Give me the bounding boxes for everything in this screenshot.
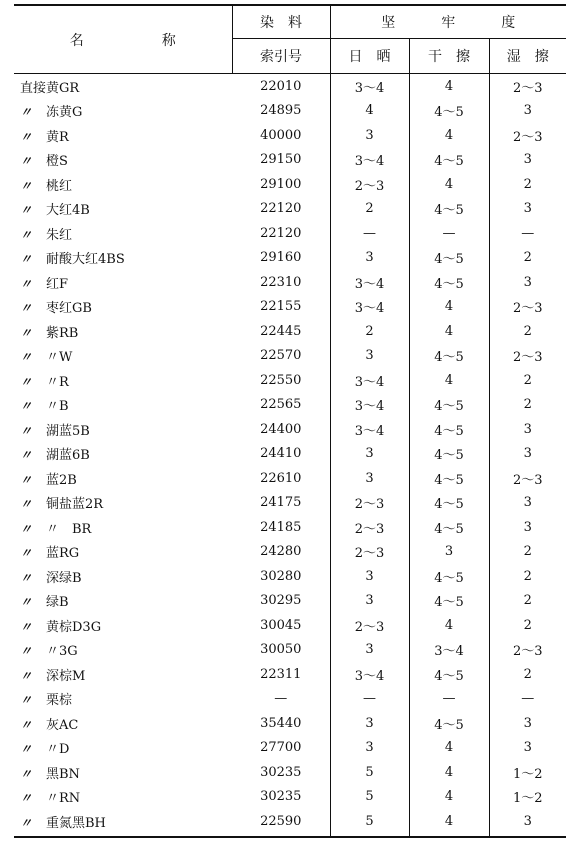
table-row: [14, 515, 566, 540]
wet-rub-cell: 3: [523, 813, 532, 829]
name-column-header: [14, 5, 232, 74]
dry-rub-cell: 4～5: [409, 197, 489, 222]
dry-rub-cell: 4～5: [409, 148, 489, 173]
dye-name: 〃3G: [46, 644, 78, 660]
ditto-mark: 〃: [20, 374, 33, 389]
index-cell: 22445: [232, 319, 330, 344]
index-cell: 22565: [232, 393, 330, 418]
sun-fastness-cell: 2～3: [330, 172, 409, 197]
dye-name: 〃D: [46, 742, 70, 758]
table-row: [14, 99, 566, 124]
dye-name-cell: [14, 711, 232, 736]
table-row: [14, 785, 566, 810]
sun-column-header: 日 晒: [330, 39, 409, 74]
dye-name-cell: [14, 344, 232, 369]
dye-name-cell: [14, 760, 232, 785]
sun-fastness-cell: —: [330, 221, 409, 246]
dye-name-cell: [14, 172, 232, 197]
dry-rub-cell: 4: [409, 736, 489, 761]
sun-fastness-cell: 5: [330, 760, 409, 785]
dye-fastness-table: [14, 4, 566, 836]
ditto-mark: 〃: [20, 448, 33, 463]
dry-rub-cell: 4～5: [409, 589, 489, 614]
wet-rub-cell: —: [521, 225, 535, 241]
sun-fastness-cell: 5: [330, 809, 409, 836]
dry-rub-cell: 4～5: [409, 515, 489, 540]
ditto-mark: 〃: [20, 472, 33, 487]
ditto-mark: 〃: [20, 742, 33, 757]
ditto-mark: 〃: [20, 301, 33, 316]
dye-name-cell: [14, 687, 232, 712]
index-cell: 22550: [232, 368, 330, 393]
index-cell: 30295: [232, 589, 330, 614]
table-row: [14, 687, 566, 712]
index-cell: 24895: [232, 99, 330, 124]
ditto-mark: 〃: [20, 497, 33, 512]
dye-name: 深绿B: [46, 570, 82, 586]
ditto-mark: 〃: [20, 570, 33, 585]
dye-name-cell: [14, 515, 232, 540]
dye-name: 耐酸大红4BS: [46, 252, 125, 268]
sun-fastness-cell: 3: [330, 589, 409, 614]
sun-fastness-cell: 3: [330, 564, 409, 589]
dye-name-cell: [14, 295, 232, 320]
dry-rub-cell: 4: [409, 295, 489, 320]
dye-name: 〃 BR: [46, 521, 92, 537]
table-row: [14, 270, 566, 295]
dye-name-cell: [14, 809, 232, 836]
dye-name-cell: [14, 466, 232, 491]
wet-rub-cell: 2～3: [512, 644, 543, 660]
sun-fastness-cell: 3: [330, 442, 409, 467]
name-header-right: 称: [161, 32, 176, 49]
dye-name-cell: [14, 662, 232, 687]
table-header: [14, 5, 566, 74]
dry-rub-column-header: 干 擦: [409, 39, 489, 74]
wet-rub-cell: —: [521, 691, 535, 707]
ditto-mark: 〃: [20, 325, 33, 340]
index-cell: 22610: [232, 466, 330, 491]
index-cell: 22590: [232, 809, 330, 836]
ditto-mark: 〃: [20, 105, 33, 120]
sun-fastness-cell: 2～3: [330, 540, 409, 565]
sun-fastness-cell: 3～4: [330, 417, 409, 442]
dry-rub-cell: 4: [409, 760, 489, 785]
sun-fastness-cell: 2～3: [330, 491, 409, 516]
index-cell: —: [232, 687, 330, 712]
dry-rub-cell: 4～5: [409, 344, 489, 369]
dye-name: 桃红: [46, 178, 73, 194]
table-row: [14, 123, 566, 148]
sun-fastness-cell: 3～4: [330, 270, 409, 295]
wet-rub-cell: 2: [523, 593, 532, 609]
dye-name: 黄R: [46, 129, 69, 145]
wet-rub-cell: 2: [523, 568, 532, 584]
index-cell: 24410: [232, 442, 330, 467]
index-cell: 30045: [232, 613, 330, 638]
sun-fastness-cell: 3～4: [330, 295, 409, 320]
index-cell: 22155: [232, 295, 330, 320]
dry-rub-cell: 4～5: [409, 99, 489, 124]
sun-fastness-cell: 2: [330, 319, 409, 344]
table-row: [14, 442, 566, 467]
dye-name: 蓝RG: [46, 546, 80, 562]
dry-rub-cell: 4～5: [409, 564, 489, 589]
dye-name: 深棕M: [46, 668, 86, 684]
table-row: [14, 564, 566, 589]
wet-rub-cell: 2: [523, 666, 532, 682]
dry-rub-cell: —: [409, 687, 489, 712]
wet-rub-cell: 1～2: [512, 791, 543, 807]
dry-rub-cell: —: [409, 221, 489, 246]
ditto-mark: 〃: [20, 350, 33, 365]
table-row: [14, 809, 566, 836]
dry-rub-cell: 4～5: [409, 442, 489, 467]
table-row: [14, 368, 566, 393]
wet-rub-cell: 3: [523, 421, 532, 437]
table-row: [14, 74, 566, 99]
bottom-rule: [14, 836, 566, 838]
wet-rub-cell: 2～3: [512, 301, 543, 317]
dye-name: 〃W: [46, 350, 73, 366]
dye-name: 紫RB: [46, 325, 79, 341]
wet-rub-cell: 2～3: [512, 472, 543, 488]
wet-rub-cell: 3: [523, 103, 532, 119]
dry-rub-cell: 4: [409, 613, 489, 638]
wet-rub-cell: 1～2: [512, 766, 543, 782]
table-row: [14, 466, 566, 491]
sun-fastness-cell: 5: [330, 785, 409, 810]
table-row: [14, 172, 566, 197]
dye-name: 冻黄G: [46, 105, 83, 121]
index-cell: 22120: [232, 197, 330, 222]
dye-name: 黄棕D3G: [46, 619, 102, 635]
dry-rub-cell: 4: [409, 319, 489, 344]
wet-rub-cell: 2: [523, 176, 532, 192]
dry-rub-cell: 4～5: [409, 246, 489, 271]
index-cell: 29100: [232, 172, 330, 197]
ditto-mark: 〃: [20, 595, 33, 610]
dry-rub-cell: 4: [409, 172, 489, 197]
index-cell: 29160: [232, 246, 330, 271]
dye-name: 大红4B: [46, 203, 90, 219]
index-cell: 30280: [232, 564, 330, 589]
dye-name: 湖蓝5B: [46, 423, 90, 439]
index-cell: 22010: [232, 74, 330, 99]
table-row: [14, 393, 566, 418]
sun-fastness-cell: 4: [330, 99, 409, 124]
dry-rub-cell: 4～5: [409, 491, 489, 516]
index-cell: 22311: [232, 662, 330, 687]
dye-name-cell: [14, 368, 232, 393]
dry-rub-cell: 4～5: [409, 417, 489, 442]
table-row: [14, 662, 566, 687]
dry-rub-cell: 4: [409, 368, 489, 393]
dye-name-cell: [14, 197, 232, 222]
dye-name-cell: [14, 613, 232, 638]
dye-name-cell: [14, 74, 232, 99]
ditto-mark: 〃: [20, 252, 33, 267]
dry-rub-cell: 3: [409, 540, 489, 565]
dry-rub-cell: 4: [409, 809, 489, 836]
dye-name: 重氮黑BH: [46, 815, 106, 831]
table-row: [14, 221, 566, 246]
index-cell: 29150: [232, 148, 330, 173]
ditto-mark: 〃: [20, 766, 33, 781]
sun-fastness-cell: 3: [330, 711, 409, 736]
dye-name: 铜盐蓝2R: [46, 497, 104, 513]
table-body: [14, 74, 566, 836]
wet-rub-cell: 3: [523, 446, 532, 462]
table-row: [14, 197, 566, 222]
fastness-header-3: 度: [501, 15, 516, 31]
ditto-mark: 〃: [20, 227, 33, 242]
dye-column-header: 染 料: [232, 5, 330, 39]
sun-fastness-cell: 2～3: [330, 515, 409, 540]
index-cell: 24175: [232, 491, 330, 516]
dry-rub-cell: 4: [409, 123, 489, 148]
dye-name-cell: [14, 393, 232, 418]
dye-name: 黑BN: [46, 766, 80, 782]
dye-name-cell: [14, 540, 232, 565]
ditto-mark: 〃: [20, 791, 33, 806]
sun-fastness-cell: 3～4: [330, 393, 409, 418]
sun-fastness-cell: 3～4: [330, 368, 409, 393]
dye-name-cell: [14, 319, 232, 344]
wet-rub-cell: 3: [523, 740, 532, 756]
wet-rub-cell: 3: [523, 715, 532, 731]
table-row: [14, 295, 566, 320]
index-cell: 24280: [232, 540, 330, 565]
wet-rub-cell: 2: [523, 372, 532, 388]
table-row: [14, 638, 566, 663]
ditto-mark: 〃: [20, 815, 33, 830]
dye-name: 枣红GB: [46, 301, 92, 317]
dye-name-cell: [14, 246, 232, 271]
wet-rub-cell: 2～3: [512, 80, 543, 96]
wet-rub-cell: 2: [523, 397, 532, 413]
dye-name: 蓝2B: [46, 472, 77, 488]
dye-name: 灰AC: [46, 717, 79, 733]
sun-fastness-cell: 3: [330, 123, 409, 148]
wet-rub-cell: 2: [523, 544, 532, 560]
dye-name: 直接黄GR: [20, 80, 80, 96]
dye-name-cell: [14, 270, 232, 295]
sun-fastness-cell: 3: [330, 344, 409, 369]
dye-name: 〃R: [46, 374, 69, 390]
ditto-mark: 〃: [20, 644, 33, 659]
index-cell: 30235: [232, 785, 330, 810]
sun-fastness-cell: 2: [330, 197, 409, 222]
table-row: [14, 589, 566, 614]
index-cell: 27700: [232, 736, 330, 761]
table-row: [14, 246, 566, 271]
sun-fastness-cell: 3: [330, 466, 409, 491]
sun-fastness-cell: 3: [330, 736, 409, 761]
index-cell: 22570: [232, 344, 330, 369]
ditto-mark: 〃: [20, 546, 33, 561]
ditto-mark: 〃: [20, 399, 33, 414]
fastness-header-1: 坚: [381, 15, 396, 31]
wet-rub-cell: 2: [523, 250, 532, 266]
dye-name: 红F: [46, 276, 69, 292]
dry-rub-cell: 3～4: [409, 638, 489, 663]
wet-rub-cell: 3: [523, 152, 532, 168]
sun-fastness-cell: 3～4: [330, 74, 409, 99]
dye-name-cell: [14, 564, 232, 589]
dry-rub-cell: 4～5: [409, 662, 489, 687]
table-row: [14, 319, 566, 344]
dye-name-cell: [14, 785, 232, 810]
dye-name: 绿B: [46, 595, 69, 611]
dye-name-cell: [14, 148, 232, 173]
index-cell: 30235: [232, 760, 330, 785]
sun-fastness-cell: 3: [330, 246, 409, 271]
wet-rub-cell: 3: [523, 495, 532, 511]
wet-rub-column-header: 湿 擦: [506, 49, 549, 65]
dry-rub-cell: 4～5: [409, 393, 489, 418]
dry-rub-cell: 4: [409, 74, 489, 99]
table-row: [14, 491, 566, 516]
index-cell: 30050: [232, 638, 330, 663]
dye-name-cell: [14, 442, 232, 467]
table-row: [14, 613, 566, 638]
sun-fastness-cell: —: [330, 687, 409, 712]
index-cell: 40000: [232, 123, 330, 148]
wet-rub-cell: 2～3: [512, 350, 543, 366]
wet-rub-cell: 2: [523, 617, 532, 633]
sun-fastness-cell: 3～4: [330, 662, 409, 687]
table-row: [14, 417, 566, 442]
table-row: [14, 540, 566, 565]
table-row: [14, 760, 566, 785]
dye-name-cell: [14, 221, 232, 246]
ditto-mark: 〃: [20, 619, 33, 634]
dye-name: 橙S: [46, 154, 68, 170]
dye-name-cell: [14, 589, 232, 614]
sun-fastness-cell: 2～3: [330, 613, 409, 638]
ditto-mark: 〃: [20, 178, 33, 193]
dye-name-cell: [14, 417, 232, 442]
dye-name: 〃RN: [46, 791, 81, 807]
ditto-mark: 〃: [20, 521, 33, 536]
sun-fastness-cell: 3～4: [330, 148, 409, 173]
index-cell: 24400: [232, 417, 330, 442]
dye-name: 栗棕: [46, 693, 73, 709]
wet-rub-cell: 2～3: [512, 129, 543, 145]
dry-rub-cell: 4～5: [409, 711, 489, 736]
index-cell: 22120: [232, 221, 330, 246]
dry-rub-cell: 4～5: [409, 270, 489, 295]
ditto-mark: 〃: [20, 668, 33, 683]
ditto-mark: 〃: [20, 717, 33, 732]
ditto-mark: 〃: [20, 154, 33, 169]
ditto-mark: 〃: [20, 129, 33, 144]
ditto-mark: 〃: [20, 423, 33, 438]
dye-name: 湖蓝6B: [46, 448, 90, 464]
index-cell: 35440: [232, 711, 330, 736]
dye-name-cell: [14, 123, 232, 148]
dye-name-cell: [14, 99, 232, 124]
index-column-header: 索引号: [232, 39, 330, 74]
dye-name-cell: [14, 491, 232, 516]
wet-rub-cell: 3: [523, 274, 532, 290]
index-cell: 22310: [232, 270, 330, 295]
sun-fastness-cell: 3: [330, 638, 409, 663]
dye-name: 〃B: [46, 399, 69, 415]
fastness-header-2: 牢: [441, 15, 456, 31]
dye-name-cell: [14, 736, 232, 761]
table-row: [14, 344, 566, 369]
wet-rub-cell: 2: [523, 323, 532, 339]
ditto-mark: 〃: [20, 693, 33, 708]
dye-name-cell: [14, 638, 232, 663]
dye-name: 朱红: [46, 227, 73, 243]
ditto-mark: 〃: [20, 203, 33, 218]
fastness-group-header: [330, 5, 566, 39]
table-row: [14, 736, 566, 761]
wet-rub-cell: 3: [523, 201, 532, 217]
table-row: [14, 148, 566, 173]
wet-rub-cell: 3: [523, 519, 532, 535]
dry-rub-cell: 4～5: [409, 466, 489, 491]
table-row: [14, 711, 566, 736]
dry-rub-cell: 4: [409, 785, 489, 810]
index-cell: 24185: [232, 515, 330, 540]
name-header-left: 名: [69, 32, 84, 49]
ditto-mark: 〃: [20, 276, 33, 291]
